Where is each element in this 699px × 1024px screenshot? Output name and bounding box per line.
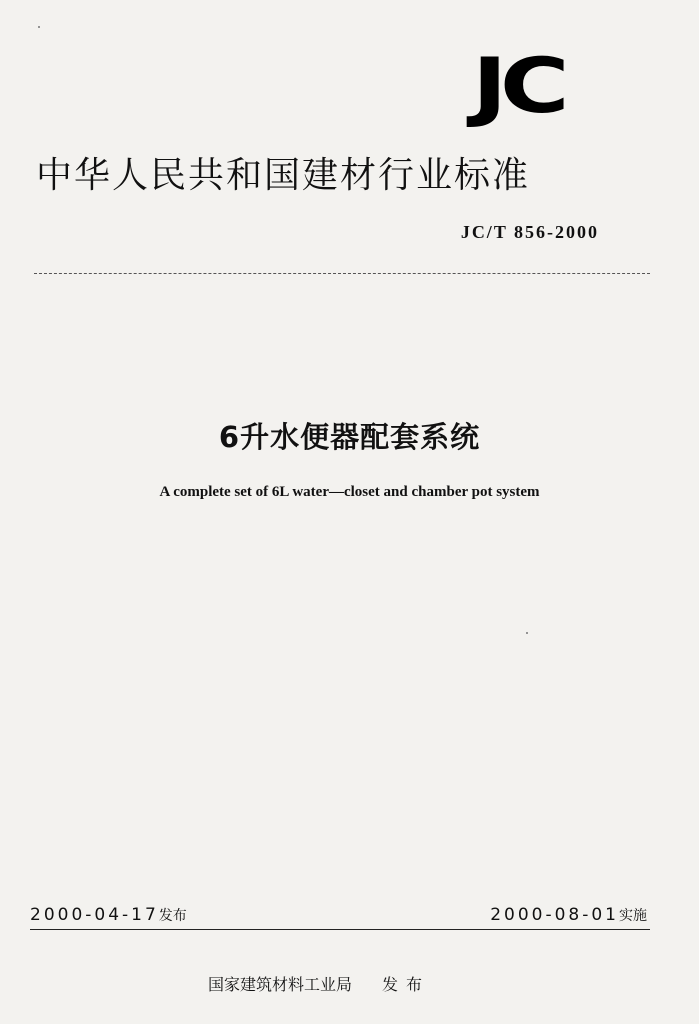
implement-date: 2000-08-01 [490,905,619,925]
issuer-name: 国家建筑材料工业局 [208,975,353,994]
implement-label: 实施 [619,908,647,924]
issuer-action: 发布 [382,975,431,994]
document-title-english: A complete set of 6L water—closet and chamber pot system [159,484,540,500]
scan-speck [38,26,40,28]
header-divider [34,273,650,274]
jc-logo [472,41,602,130]
implement-date-line [490,905,647,925]
scan-speck [526,632,528,634]
issue-date-line [30,905,187,925]
industry-standard-title: 中华人民共和国建材行业标准 [36,155,531,196]
document-title-chinese: 6升水便器配套系统 [218,420,481,454]
issue-date: 2000-04-17 [30,905,159,925]
issuer-line [208,972,430,995]
footer-divider [30,929,650,930]
jc-logo-text: JC [472,41,563,130]
standard-number: JC/T 856-2000 [460,222,599,242]
issue-label: 发布 [158,908,187,924]
